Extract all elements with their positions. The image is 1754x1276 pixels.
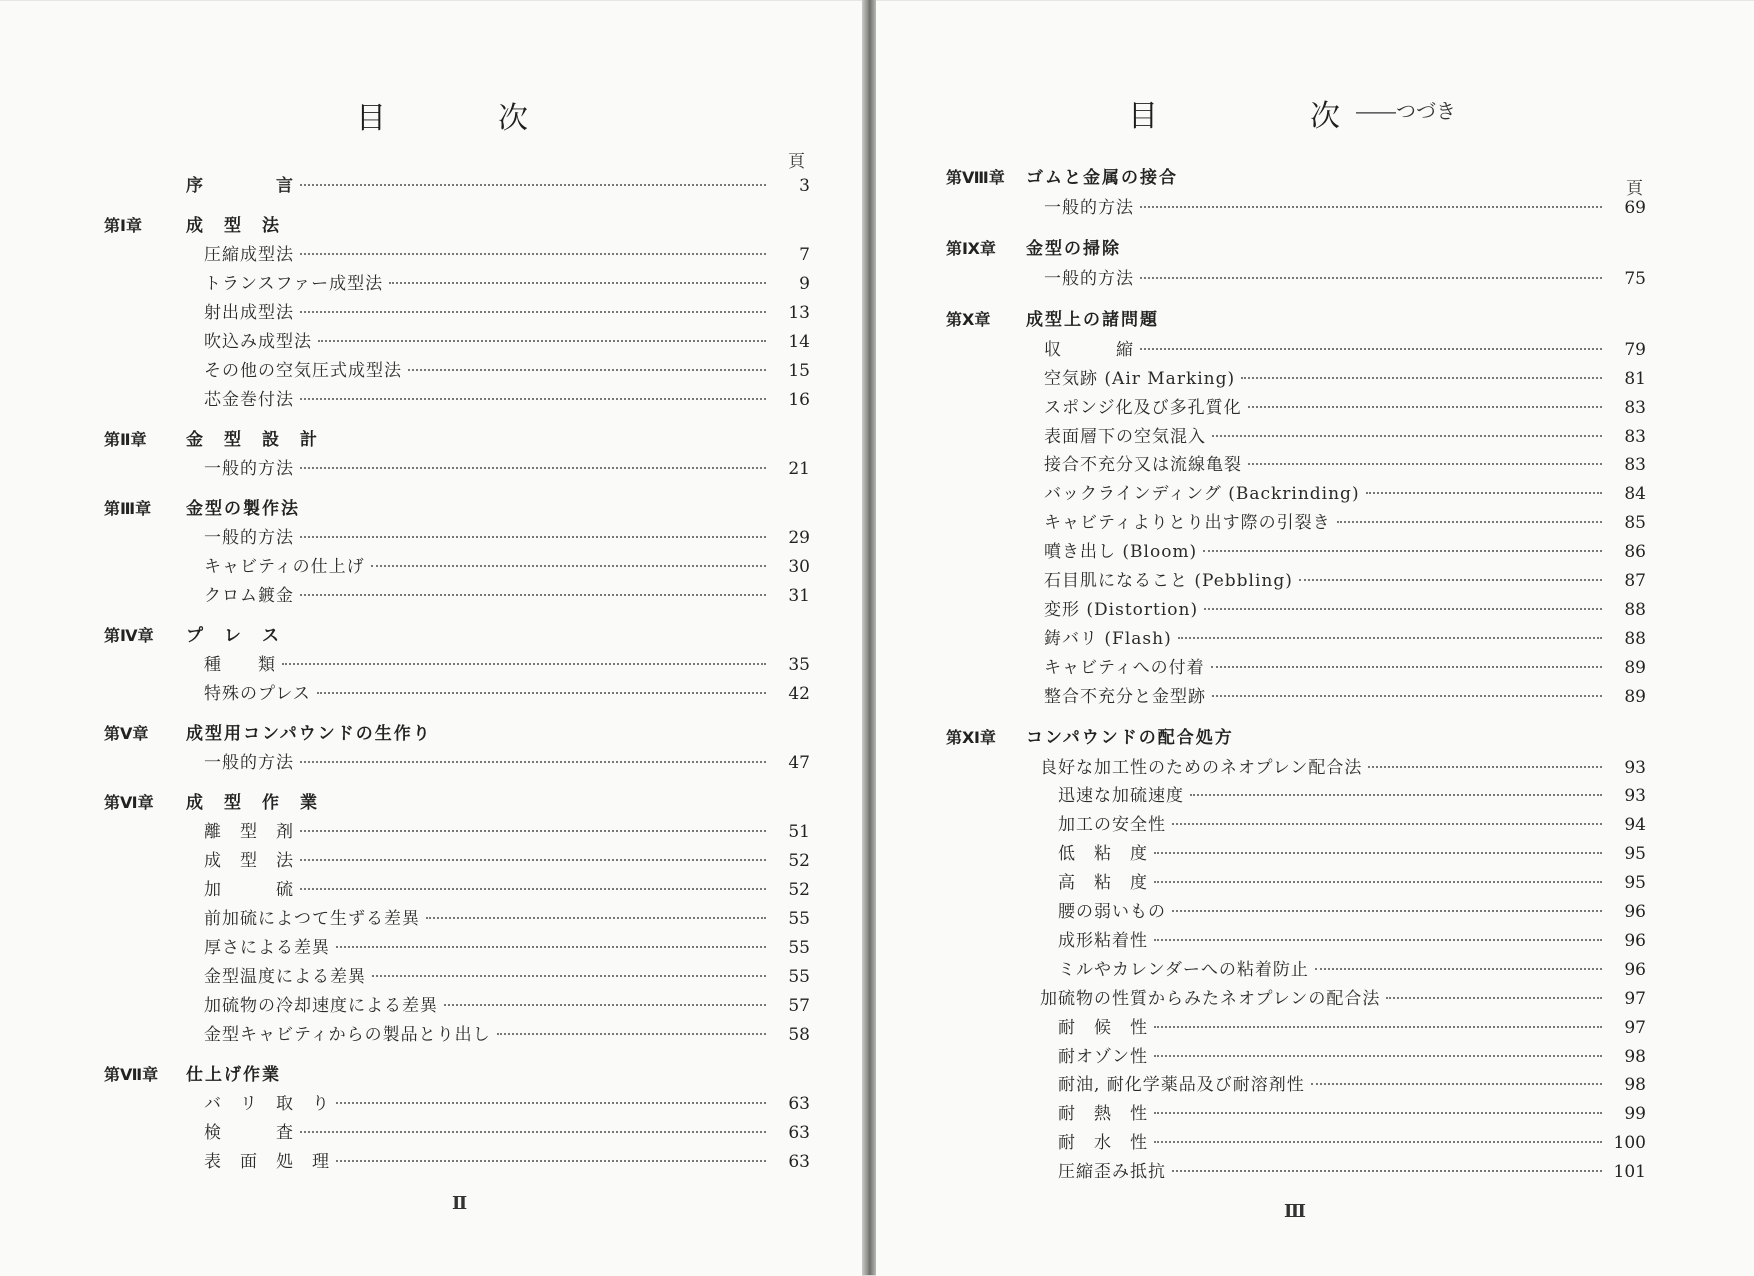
dot-leader bbox=[1204, 608, 1602, 610]
toc-entry-page: 79 bbox=[1624, 339, 1646, 360]
toc-entry[interactable] bbox=[1058, 1130, 1646, 1156]
dot-leader bbox=[426, 917, 766, 919]
dot-leader bbox=[1154, 939, 1602, 941]
toc-entry[interactable] bbox=[204, 681, 810, 707]
dot-leader bbox=[1311, 1083, 1602, 1085]
toc-entry[interactable] bbox=[204, 750, 810, 776]
toc-entry[interactable] bbox=[1044, 539, 1646, 565]
toc-entry-title: 加 硫 bbox=[204, 880, 294, 900]
toc-entry-title: ミルやカレンダーへの粘着防止 bbox=[1058, 959, 1309, 980]
toc-entry-title: 金型温度による差異 bbox=[204, 967, 366, 987]
toc-entry[interactable] bbox=[1044, 510, 1646, 536]
dot-leader bbox=[300, 859, 766, 861]
toc-entry-title: 変形 (Distortion) bbox=[1044, 599, 1199, 620]
toc-entry-page: 16 bbox=[788, 390, 810, 410]
toc-entry[interactable] bbox=[1044, 597, 1646, 623]
toc-entry[interactable] bbox=[1044, 684, 1646, 710]
toc-entry[interactable] bbox=[204, 1091, 810, 1117]
dot-leader bbox=[300, 594, 766, 596]
toc-entry[interactable] bbox=[1058, 957, 1646, 983]
toc-entry-title: 表面層下の空気混入 bbox=[1044, 426, 1206, 447]
toc-entry[interactable] bbox=[204, 877, 810, 903]
toc-entry-title: 一般的方法 bbox=[204, 753, 294, 773]
toc-entry-title: 圧縮歪み抵抗 bbox=[1058, 1162, 1166, 1183]
toc-entry-page: 35 bbox=[788, 655, 810, 675]
toc-entry-title: 耐油, 耐化学薬品及び耐溶剤性 bbox=[1058, 1075, 1305, 1096]
dot-leader bbox=[372, 975, 766, 977]
dot-leader bbox=[389, 282, 766, 284]
toc-entry-title: 前加硫によつて生ずる差異 bbox=[204, 909, 420, 929]
toc-entry-title: キャビティの仕上げ bbox=[204, 557, 365, 577]
toc-entry-page: 101 bbox=[1613, 1162, 1646, 1183]
toc-entry-page: 83 bbox=[1624, 397, 1646, 418]
toc-entry-page: 88 bbox=[1624, 599, 1646, 620]
dot-leader bbox=[1190, 794, 1602, 796]
chapter-number: 第Ⅱ章 bbox=[104, 430, 147, 449]
toc-entry[interactable] bbox=[1058, 1159, 1646, 1185]
toc-entry-page: 86 bbox=[1624, 542, 1646, 563]
chapter-title[interactable]: 成型用コンパウンドの生作り bbox=[186, 724, 432, 744]
toc-entry-title: 迅速な加硫速度 bbox=[1058, 786, 1184, 807]
dot-leader bbox=[408, 369, 766, 371]
toc-entry-page: 94 bbox=[1624, 815, 1646, 836]
dot-leader bbox=[300, 253, 766, 255]
dot-leader bbox=[1154, 1055, 1602, 1057]
toc-entry-page: 3 bbox=[799, 176, 810, 196]
toc-entry[interactable] bbox=[1044, 568, 1646, 594]
toc-entry[interactable] bbox=[1044, 366, 1646, 392]
toc-entry[interactable] bbox=[204, 525, 810, 551]
dot-leader bbox=[1154, 852, 1602, 854]
toc-entry[interactable] bbox=[204, 387, 810, 413]
dot-leader bbox=[300, 1131, 766, 1133]
toc-entry[interactable] bbox=[204, 271, 810, 297]
toc-title bbox=[356, 93, 530, 137]
toc-entry-title: その他の空気圧式成型法 bbox=[204, 361, 402, 381]
chapter-number: 第Ⅰ章 bbox=[104, 216, 142, 235]
dot-leader bbox=[1212, 695, 1602, 697]
dot-leader bbox=[1154, 1141, 1602, 1143]
dot-leader bbox=[444, 1004, 766, 1006]
toc-entry-page: 81 bbox=[1624, 368, 1646, 389]
toc-entry[interactable] bbox=[204, 583, 810, 609]
toc-entry-title: 良好な加工性のためのネオプレン配合法 bbox=[1040, 757, 1363, 778]
left-page bbox=[0, 0, 862, 1276]
toc-entry[interactable] bbox=[204, 935, 810, 961]
toc-entry-page: 97 bbox=[1624, 988, 1646, 1009]
chapter-title[interactable]: 仕上げ作業 bbox=[186, 1065, 281, 1085]
toc-entry-title: 金型キャビティからの製品とり出し bbox=[204, 1025, 491, 1045]
dot-leader bbox=[1368, 766, 1602, 768]
toc-entry-page: 87 bbox=[1624, 571, 1646, 591]
dot-leader bbox=[1203, 550, 1602, 552]
chapter-number: 第Ⅷ章 bbox=[946, 168, 1005, 187]
dot-leader bbox=[1172, 910, 1602, 912]
toc-entry-title: トランスファー成型法 bbox=[204, 274, 384, 294]
dot-leader bbox=[336, 1102, 766, 1104]
toc-entry-title: バ リ 取 り bbox=[204, 1094, 330, 1114]
toc-entry-title: スポンジ化及び多孔質化 bbox=[1044, 397, 1242, 418]
toc-entry[interactable] bbox=[1040, 986, 1646, 1012]
toc-entry-page: 21 bbox=[788, 459, 810, 479]
toc-entry-page: 55 bbox=[788, 909, 810, 929]
toc-entry-page: 85 bbox=[1624, 513, 1646, 534]
dot-leader bbox=[300, 888, 766, 890]
toc-entry-title: 噴き出し (Bloom) bbox=[1044, 542, 1198, 563]
toc-entry-page: 95 bbox=[1624, 873, 1646, 894]
toc-entry-title: 加硫物の性質からみたネオプレンの配合法 bbox=[1040, 988, 1381, 1009]
dot-leader bbox=[1315, 968, 1602, 970]
dot-leader bbox=[497, 1033, 766, 1035]
toc-entry[interactable] bbox=[204, 358, 810, 384]
toc-entry-title: 石目肌になること (Pebbling) bbox=[1044, 571, 1293, 591]
page-column-header: 頁 bbox=[1626, 179, 1643, 199]
dot-leader bbox=[336, 946, 766, 948]
dot-leader bbox=[300, 761, 766, 763]
chapter-number: 第Ⅹ章 bbox=[946, 309, 991, 329]
toc-entry-title: 腰の弱いもの bbox=[1058, 902, 1166, 922]
chapter-number: 第Ⅸ章 bbox=[946, 238, 996, 258]
toc-entry-title: 序 言 bbox=[186, 176, 294, 196]
toc-entry-title: 耐 水 性 bbox=[1058, 1133, 1148, 1154]
toc-entry-page: 96 bbox=[1624, 959, 1646, 980]
toc-entry-page: 14 bbox=[788, 332, 810, 352]
toc-entry[interactable] bbox=[1058, 899, 1646, 925]
toc-entry-page: 75 bbox=[1624, 268, 1646, 289]
dot-leader bbox=[1366, 492, 1602, 494]
toc-entry-page: 55 bbox=[788, 967, 810, 987]
dot-leader bbox=[317, 692, 766, 694]
dot-leader bbox=[1241, 377, 1602, 379]
toc-entry[interactable] bbox=[1044, 337, 1646, 363]
toc-entry[interactable] bbox=[204, 652, 810, 678]
toc-entry[interactable] bbox=[1058, 928, 1646, 954]
toc-entry-page: 93 bbox=[1624, 757, 1646, 778]
toc-entry[interactable] bbox=[1044, 266, 1646, 292]
dot-leader bbox=[1248, 463, 1602, 465]
chapter-title[interactable]: 成 型 作 業 bbox=[186, 793, 319, 813]
dot-leader bbox=[1212, 435, 1602, 437]
toc-entry[interactable] bbox=[204, 329, 810, 355]
toc-entry-page: 84 bbox=[1624, 484, 1646, 505]
toc-entry-page: 88 bbox=[1624, 628, 1646, 649]
chapter-number: 第Ⅶ章 bbox=[104, 1065, 159, 1084]
toc-entry-title: キャビティよりとり出す際の引裂き bbox=[1044, 513, 1331, 534]
dot-leader bbox=[1178, 637, 1602, 639]
toc-entry[interactable] bbox=[1044, 452, 1646, 478]
toc-entry[interactable] bbox=[1058, 841, 1646, 867]
toc-entry[interactable] bbox=[204, 554, 810, 580]
toc-entry-page: 98 bbox=[1624, 1075, 1646, 1096]
toc-entry-title: 離 型 剤 bbox=[204, 822, 294, 842]
toc-entry-page: 99 bbox=[1624, 1104, 1646, 1125]
toc-entry[interactable] bbox=[204, 1120, 810, 1146]
toc-entry-title: 芯金巻付法 bbox=[204, 390, 294, 410]
toc-entry-page: 83 bbox=[1624, 455, 1646, 476]
toc-entry-page: 13 bbox=[788, 303, 810, 323]
toc-entry-title: 低 粘 度 bbox=[1058, 844, 1148, 865]
toc-entry-title: 整合不充分と金型跡 bbox=[1044, 686, 1206, 707]
toc-entry-title: クロム鍍金 bbox=[204, 586, 294, 606]
toc-entry[interactable] bbox=[204, 300, 810, 326]
toc-entry-page: 52 bbox=[788, 851, 810, 871]
toc-entry-page: 63 bbox=[788, 1152, 810, 1172]
toc-entry-title: 射出成型法 bbox=[204, 303, 294, 323]
dot-leader bbox=[282, 663, 766, 665]
book-gutter bbox=[862, 0, 876, 1275]
toc-entry[interactable] bbox=[204, 1022, 810, 1048]
dot-leader bbox=[1172, 823, 1602, 825]
toc-entry[interactable] bbox=[204, 964, 810, 990]
toc-entry-title: 加硫物の冷却速度による差異 bbox=[204, 996, 438, 1016]
chapter-number: 第Ⅺ章 bbox=[946, 727, 996, 747]
chapter-title[interactable]: 金型の製作法 bbox=[186, 499, 300, 519]
toc-title-char-1: 目 bbox=[356, 101, 388, 136]
toc-entry[interactable] bbox=[1040, 755, 1646, 781]
toc-entry-page: 83 bbox=[1624, 426, 1646, 447]
toc-entry-title: 成 型 法 bbox=[204, 851, 294, 871]
dot-leader bbox=[336, 1160, 766, 1162]
right-page bbox=[876, 0, 1754, 1276]
toc-entry-page: 63 bbox=[788, 1094, 810, 1114]
toc-entry[interactable] bbox=[1058, 1101, 1646, 1127]
toc-entry-title: 耐 候 性 bbox=[1058, 1017, 1148, 1038]
dot-leader bbox=[1154, 1112, 1602, 1114]
toc-entry[interactable] bbox=[1058, 1072, 1646, 1098]
chapter-title[interactable]: プ レ ス bbox=[186, 626, 281, 646]
toc-entry[interactable] bbox=[1058, 870, 1646, 896]
toc-entry-preface[interactable] bbox=[186, 173, 810, 199]
toc-entry[interactable] bbox=[1058, 783, 1646, 809]
toc-entry-page: 58 bbox=[788, 1025, 810, 1045]
toc-entry-page: 98 bbox=[1624, 1046, 1646, 1067]
toc-entry[interactable] bbox=[1044, 655, 1646, 681]
toc-entry[interactable] bbox=[1044, 395, 1646, 421]
toc-entry-title: 鋳バリ (Flash) bbox=[1044, 628, 1172, 649]
dot-leader bbox=[300, 467, 766, 469]
toc-entry[interactable] bbox=[1044, 626, 1646, 652]
toc-entry-page: 100 bbox=[1613, 1133, 1646, 1154]
toc-entry-page: 55 bbox=[788, 938, 810, 958]
toc-entry[interactable] bbox=[204, 906, 810, 932]
chapter-title[interactable]: 成型上の諸問題 bbox=[1026, 309, 1159, 330]
toc-entry-title: 空気跡 (Air Marking) bbox=[1044, 368, 1236, 389]
toc-entry-title: 収 縮 bbox=[1044, 339, 1134, 360]
toc-entry-page: 9 bbox=[799, 274, 810, 294]
toc-entry-page: 96 bbox=[1624, 930, 1646, 951]
dot-leader bbox=[1248, 406, 1602, 408]
toc-title-char-2: 次 bbox=[498, 101, 530, 136]
toc-entry-page: 47 bbox=[788, 753, 810, 773]
toc-entry-page: 96 bbox=[1624, 902, 1646, 922]
dot-leader bbox=[371, 565, 766, 567]
toc-entry-page: 89 bbox=[1624, 657, 1646, 678]
toc-entry-title: 一般的方法 bbox=[204, 459, 294, 479]
dot-leader bbox=[1140, 206, 1602, 208]
toc-entry-page: 57 bbox=[788, 996, 810, 1016]
toc-entry-title: 検 査 bbox=[204, 1123, 294, 1143]
dot-leader bbox=[1140, 277, 1602, 279]
dot-leader bbox=[318, 340, 766, 342]
dot-leader bbox=[1337, 521, 1602, 523]
toc-entry[interactable] bbox=[1058, 1044, 1646, 1070]
dot-leader bbox=[300, 536, 766, 538]
page-column-header: 頁 bbox=[788, 152, 805, 172]
chapter-number: 第Ⅲ章 bbox=[104, 499, 152, 518]
toc-entry[interactable] bbox=[204, 456, 810, 482]
chapter-title[interactable]: 金型の掃除 bbox=[1026, 238, 1121, 259]
toc-entry[interactable] bbox=[204, 993, 810, 1019]
toc-entry[interactable] bbox=[204, 242, 810, 268]
page-number: Ⅲ bbox=[1284, 1201, 1306, 1222]
dot-leader bbox=[1211, 666, 1602, 668]
toc-entry-title: 一般的方法 bbox=[1044, 268, 1134, 289]
toc-entry-title: バックラインディング (Backrinding) bbox=[1044, 484, 1360, 505]
toc-entry-page: 30 bbox=[788, 557, 810, 577]
page-number: Ⅱ bbox=[452, 1193, 468, 1214]
chapter-title[interactable]: ゴムと金属の接合 bbox=[1026, 168, 1178, 188]
toc-entry-page: 97 bbox=[1624, 1017, 1646, 1038]
toc-entry[interactable] bbox=[1044, 424, 1646, 450]
toc-entry-page: 51 bbox=[788, 822, 810, 842]
dot-leader bbox=[1299, 579, 1602, 581]
toc-entry[interactable] bbox=[204, 819, 810, 845]
toc-entry-page: 95 bbox=[1624, 844, 1646, 865]
toc-entry-title: 吹込み成型法 bbox=[204, 332, 312, 352]
dot-leader bbox=[1154, 1026, 1602, 1028]
toc-entry[interactable] bbox=[204, 848, 810, 874]
toc-entry-page: 63 bbox=[788, 1123, 810, 1143]
toc-title-continued: ――つづき bbox=[1356, 99, 1456, 123]
toc-entry-title: キャビティへの付着 bbox=[1044, 657, 1205, 678]
toc-entry-page: 69 bbox=[1624, 198, 1646, 218]
toc-entry-page: 89 bbox=[1624, 686, 1646, 707]
toc-entry-title: 表 面 処 理 bbox=[204, 1152, 330, 1172]
chapter-title[interactable]: コンパウンドの配合処方 bbox=[1026, 727, 1234, 748]
toc-entry-title: 圧縮成型法 bbox=[204, 245, 294, 265]
dot-leader bbox=[300, 311, 766, 313]
dot-leader bbox=[1154, 881, 1602, 883]
toc-entry-page: 93 bbox=[1624, 786, 1646, 807]
toc-entry-title: 一般的方法 bbox=[1044, 198, 1134, 218]
toc-entry-title: 加工の安全性 bbox=[1058, 815, 1166, 836]
chapter-number: 第Ⅵ章 bbox=[104, 793, 154, 812]
toc-entry[interactable] bbox=[1058, 1015, 1646, 1041]
toc-entry-title: 一般的方法 bbox=[204, 528, 294, 548]
toc-entry-page: 52 bbox=[788, 880, 810, 900]
chapter-number: 第Ⅳ章 bbox=[104, 626, 154, 645]
toc-entry-title: 耐オゾン性 bbox=[1058, 1046, 1148, 1067]
chapter-number: 第Ⅴ章 bbox=[104, 724, 149, 743]
toc-title-char-2: 次 bbox=[1310, 99, 1342, 134]
toc-entry[interactable] bbox=[204, 1149, 810, 1175]
toc-entry-page: 42 bbox=[788, 684, 810, 704]
chapter-title[interactable]: 金 型 設 計 bbox=[186, 430, 319, 450]
toc-entry-title: 接合不充分又は流線亀裂 bbox=[1044, 455, 1242, 476]
dot-leader bbox=[300, 184, 766, 186]
toc-title-char-1: 目 bbox=[1128, 99, 1160, 134]
toc-entry-title: 成形粘着性 bbox=[1058, 930, 1148, 951]
dot-leader bbox=[1386, 997, 1602, 999]
toc-entry[interactable] bbox=[1044, 195, 1646, 221]
toc-entry[interactable] bbox=[1058, 812, 1646, 838]
dot-leader bbox=[300, 398, 766, 400]
toc-entry-page: 31 bbox=[788, 586, 810, 606]
dot-leader bbox=[1172, 1170, 1602, 1172]
chapter-title[interactable]: 成 型 法 bbox=[186, 216, 281, 236]
toc-entry-title: 特殊のプレス bbox=[204, 684, 311, 704]
toc-title bbox=[1128, 91, 1342, 135]
toc-entry[interactable] bbox=[1044, 481, 1646, 507]
toc-entry-page: 29 bbox=[788, 528, 810, 548]
toc-entry-title: 耐 熱 性 bbox=[1058, 1104, 1148, 1125]
dot-leader bbox=[300, 830, 766, 832]
toc-entry-page: 7 bbox=[799, 245, 810, 265]
toc-entry-title: 厚さによる差異 bbox=[204, 938, 330, 958]
toc-entry-title: 高 粘 度 bbox=[1058, 873, 1148, 894]
toc-entry-title: 種 類 bbox=[204, 655, 276, 675]
toc-entry-page: 15 bbox=[788, 361, 810, 381]
dot-leader bbox=[1140, 348, 1602, 350]
